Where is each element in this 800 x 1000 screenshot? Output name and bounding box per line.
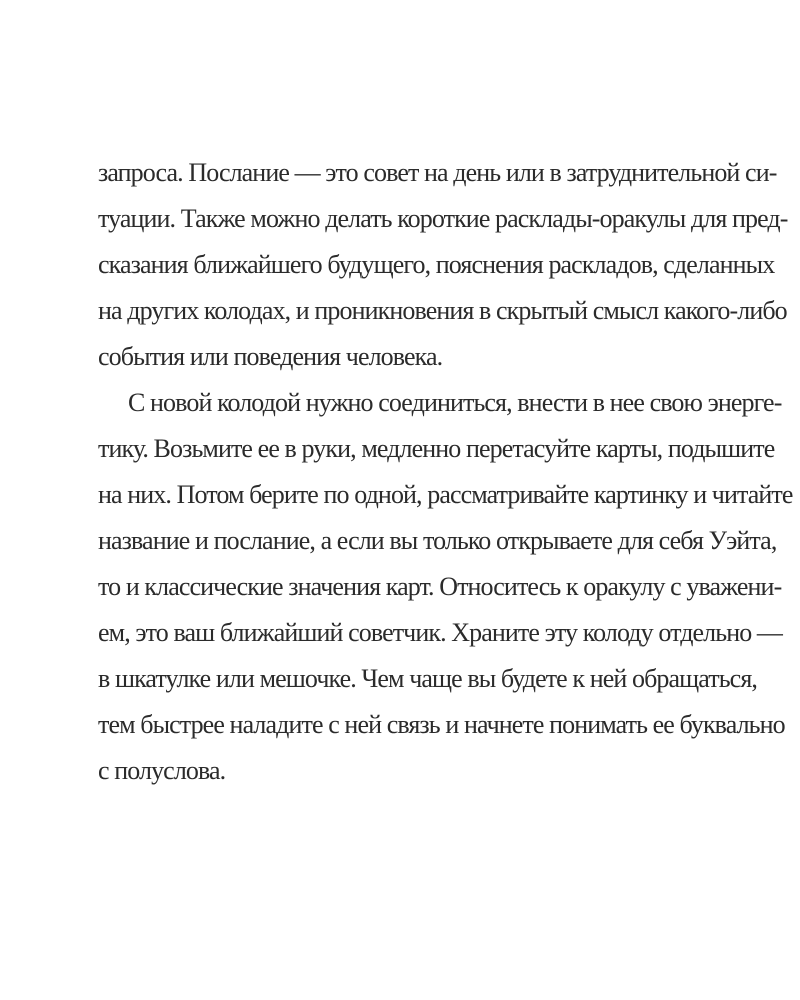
text-line: туации. Также можно делать короткие расклады-оракулы для пред-	[98, 204, 788, 233]
text-line: на других колодах, и проникновения в скрытый смысл какого-либо	[98, 296, 787, 325]
paragraph-1	[98, 150, 788, 380]
text-line: С новой колодой нужно соединиться, внести в нее свою энерге-	[128, 388, 782, 417]
text-line: запроса. Послание — это совет на день или в затруднительной си-	[98, 158, 777, 187]
text-line: на них. Потом берите по одной, рассматривайте картинку и читайте	[98, 480, 793, 509]
text-line: сказания ближайшего будущего, пояснения раскладов, сделанных	[98, 250, 775, 279]
text-line: название и послание, а если вы только открываете для себя Уэйта,	[98, 526, 777, 555]
text-line: тем быстрее наладите с ней связь и начнете понимать ее буквально	[98, 710, 785, 739]
text-line: с полуслова.	[98, 756, 226, 785]
text-line: ем, это ваш ближайший советчик. Храните эту колоду отдельно —	[98, 618, 783, 647]
body-text	[98, 150, 793, 794]
text-line: в шкатулке или мешочке. Чем чаще вы будете к ней обращаться,	[98, 664, 757, 693]
text-line: события или поведения человека.	[98, 342, 443, 371]
text-line: тику. Возьмите ее в руки, медленно перетасуйте карты, подышите	[98, 434, 775, 463]
paragraph-2	[98, 380, 793, 794]
text-line: то и классические значения карт. Относитесь к оракулу с уважени-	[98, 572, 782, 601]
